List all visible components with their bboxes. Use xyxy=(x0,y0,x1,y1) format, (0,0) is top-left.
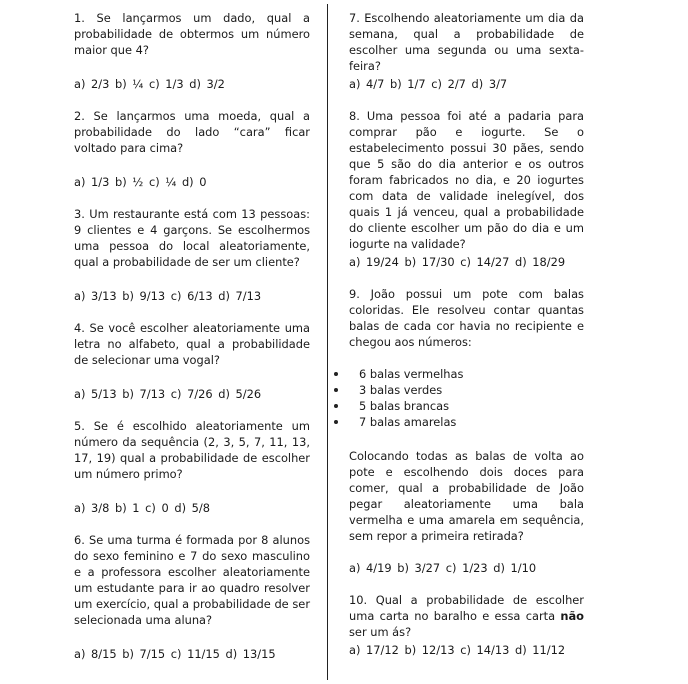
list-item: 3 balas verdes xyxy=(349,382,463,398)
question-3-options: a) 3/13 b) 9/13 c) 6/13 d) 7/13 xyxy=(74,289,262,303)
question-10-text-end: ser um ás? xyxy=(349,625,412,639)
question-9-continued: Colocando todas as balas de volta ao pote e escolhendo dois doces para comer, qual a probabilidade de João pegar aleatoriamente uma bala vermelha e uma amarela em sequência, sem repor a primeira retirada? xyxy=(349,449,584,543)
question-9-options: a) 4/19 b) 3/27 c) 1/23 d) 1/10 xyxy=(349,561,537,575)
question-2-options: a) 1/3 b) ½ c) ¼ d) 0 xyxy=(74,175,207,189)
question-6: 6. Se uma turma é formada por 8 alunos do sexo feminino e 7 do sexo masculino e a professora escolher aleatoriamente um estudante para ir ao quadro resolver um exercício, qual a probabilidade de ser selecionada uma aluna? xyxy=(74,533,310,627)
question-4: 4. Se você escolher aleatoriamente uma letra no alfabeto, qual a probabilidade de selecionar uma vogal? xyxy=(74,321,310,367)
question-10-text: 10. Qual a probabilidade de escolher uma carta no baralho e essa carta xyxy=(349,593,584,623)
question-9: 9. João possui um pote com balas coloridas. Ele resolveu contar quantas balas de cada cor havia no recipiente e chegou aos números: xyxy=(349,287,584,349)
question-5: 5. Se é escolhido aleatoriamente um número da sequência (2, 3, 5, 7, 11, 13, 17, 19) qual a probabilidade de escolher um número primo? xyxy=(74,419,310,481)
question-1-options: a) 2/3 b) ¼ c) 1/3 d) 3/2 xyxy=(74,77,225,91)
question-8: 8. Uma pessoa foi até a padaria para comprar pão e iogurte. Se o estabelecimento possui 30 pães, sendo que 5 são do dia anterior e os outros foram fabricados no dia, e 20 iogurtes com data de validade inelegível, dos quais 1 já venceu, qual a probabilidade do cliente escolher um pão do dia e um iogurte na validade? xyxy=(349,109,584,251)
question-5-options: a) 3/8 b) 1 c) 0 d) 5/8 xyxy=(74,501,210,515)
candy-list xyxy=(349,366,463,430)
column-divider xyxy=(327,4,328,680)
list-item: 7 balas amarelas xyxy=(349,414,463,430)
question-8-options: a) 19/24 b) 17/30 c) 14/27 d) 18/29 xyxy=(349,255,566,269)
question-10-emphasis: não xyxy=(560,609,584,623)
question-2: 2. Se lançarmos uma moeda, qual a probabilidade do lado “cara” ficar voltado para cima? xyxy=(74,109,310,155)
question-10 xyxy=(349,592,584,640)
question-4-options: a) 5/13 b) 7/13 c) 7/26 d) 5/26 xyxy=(74,387,262,401)
list-item: 6 balas vermelhas xyxy=(349,366,463,382)
question-10-options: a) 17/12 b) 12/13 c) 14/13 d) 11/12 xyxy=(349,643,566,657)
list-item: 5 balas brancas xyxy=(349,398,463,414)
question-7-options: a) 4/7 b) 1/7 c) 2/7 d) 3/7 xyxy=(349,77,508,91)
question-6-options: a) 8/15 b) 7/15 c) 11/15 d) 13/15 xyxy=(74,647,276,661)
question-1: 1. Se lançarmos um dado, qual a probabilidade de obtermos um número maior que 4? xyxy=(74,11,310,57)
question-3: 3. Um restaurante está com 13 pessoas: 9 clientes e 4 garçons. Se escolhermos uma pessoa do local aleatoriamente, qual a probabilidade de ser um cliente? xyxy=(74,207,310,269)
question-7: 7. Escolhendo aleatoriamente um dia da semana, qual a probabilidade de escolher uma segunda ou uma sexta-feira? xyxy=(349,11,584,73)
